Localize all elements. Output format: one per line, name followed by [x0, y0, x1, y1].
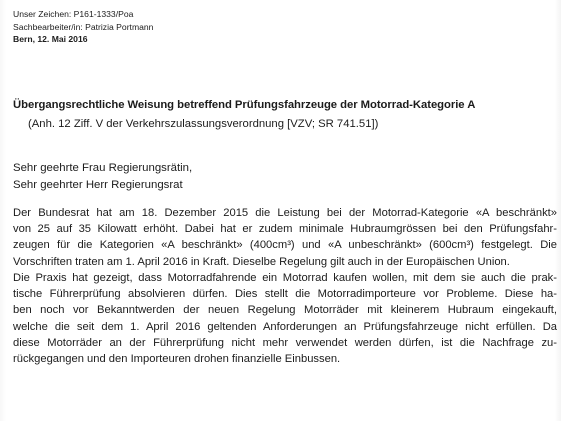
paragraph-line: Die Praxis hat gezeigt, dass Motorradfahrende ein Motorrad kaufen wollen, mit dem sie auch die prak-: [13, 272, 557, 284]
paragraph-line: ben noch vor Bekanntwerden der neuen Regelung Motorräder mit kleinerem Hubraum eingekauft,: [13, 304, 557, 317]
paragraph-line: welche die seit dem 1. April 2016 geltenden Anforderungen an Prüfungsfahrzeuge nicht erfüllen. Da: [13, 320, 557, 333]
paragraph-2: [13, 270, 557, 367]
document-subtitle: (Anh. 12 Ziff. V der Verkehrszulassungsverordnung [VZV; SR 741.51]): [28, 118, 379, 130]
place-date-line: Bern, 12. Mai 2016: [13, 34, 88, 45]
paragraph-line: von 25 auf 35 Kilowatt erhöht. Dabei hat er zudem minimale Hubraumgrössen bei den Prüfungsfahr-: [13, 223, 557, 236]
salutation-line-1: Sehr geehrte Frau Regierungsrätin,: [13, 162, 193, 174]
reference-line: Unser Zeichen: P161-1333/Poa: [13, 9, 134, 19]
paragraph-1: [13, 205, 557, 270]
paragraph-line: diese Motorräder an der Führerprüfung nicht mehr verwendet werden dürfen, ist die Nachfrage zu-: [13, 336, 557, 349]
letter-header: [13, 8, 153, 46]
paragraph-line: Der Bundesrat hat am 18. Dezember 2015 die Leistung bei der Motorrad-Kategorie «A beschränkt»: [13, 207, 557, 219]
paragraph-line: Vorschriften traten am 1. April 2016 in Kraft. Dieselbe Regelung gilt auch in der Europäischen Union.: [13, 255, 510, 268]
paragraph-line: rückgegangen und den Importeuren drohen finanzielle Einbussen.: [13, 353, 341, 366]
clerk-line: Sachbearbeiter/in: Patrizia Portmann: [13, 21, 154, 32]
paragraph-line: tische Führerprüfung absolvieren dürfen. Dies stellt die Motorradimporteure vor Probleme. Diese ha-: [13, 288, 557, 301]
salutation-line-2: Sehr geehrter Herr Regierungsrat: [13, 178, 183, 191]
paragraph-line: zeugen für die Kategorien «A beschränkt» (400cm³) und «A unbeschränkt» (600cm³) festgelegt. Die: [13, 239, 557, 252]
salutation: [13, 160, 192, 193]
document-title: Übergangsrechtliche Weisung betreffend Prüfungsfahrzeuge der Motorrad-Kategorie A: [13, 99, 476, 111]
